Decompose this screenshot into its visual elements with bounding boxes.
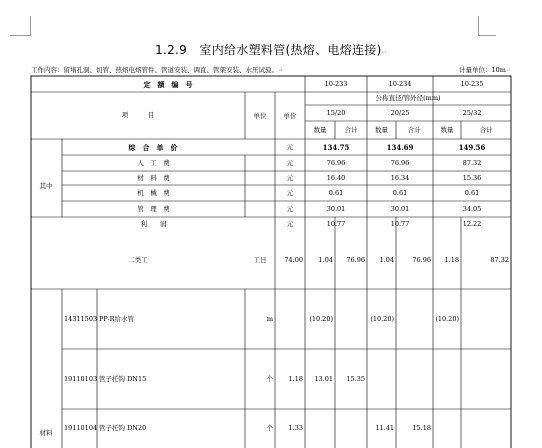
- qty-header-2: 数量: [375, 125, 388, 134]
- material-1-price: [275, 289, 305, 349]
- labor-cost-2: 76.96: [390, 158, 410, 167]
- diameter-3: 25/32: [462, 108, 482, 117]
- quota-code-1: 10-233: [324, 79, 348, 88]
- profit-1: 10.77: [326, 219, 346, 228]
- labor-cost-unit: 元: [286, 158, 294, 167]
- material-2-code: 19110103: [64, 374, 98, 383]
- price-column-header: 单价: [283, 112, 297, 120]
- measurement-unit: 计量单位：10m↵: [459, 66, 511, 74]
- material-1-qty-3: (10.20): [435, 314, 459, 323]
- composite-price-label: 综 合 单 价: [128, 142, 178, 152]
- quota-number-label: 定 额 编 号: [143, 79, 193, 89]
- material-1-qty-2: (10.20): [370, 314, 394, 323]
- diameter-1: 15/20: [326, 108, 346, 117]
- material-1-qty-1: (10.20): [309, 314, 333, 323]
- material-cost-2: 16.34: [390, 173, 410, 182]
- material-3-total-2: 15.18: [412, 424, 431, 432]
- material-3-code: 19110104: [64, 424, 98, 432]
- total-header-1: 合计: [344, 125, 358, 134]
- composite-value-1: 134.75: [322, 142, 350, 152]
- material-2-qty-1: 13.01: [314, 374, 333, 383]
- material-2-name: 管子托钩 DN15: [99, 374, 147, 383]
- material-1-name: PP-R给水管: [99, 314, 134, 323]
- labor-cost-label: 人 工 费: [137, 158, 170, 167]
- profit-label: 利 润: [140, 219, 167, 228]
- labor-row-qty-2: 1.04: [379, 255, 394, 264]
- labor-row-qty-1: 1.04: [318, 255, 333, 264]
- composite-unit: 元: [286, 142, 294, 151]
- qty-header-1: 数量: [313, 125, 327, 134]
- material-2-unit: 个: [266, 374, 273, 383]
- material-cost-unit: 元: [286, 173, 294, 182]
- diameter-header: 公称直径/管外径(mm): [375, 94, 441, 102]
- profit-3: 12.22: [462, 219, 482, 228]
- material-cost-3: 15.36: [462, 173, 482, 182]
- material-2-price: 1.18: [288, 374, 303, 383]
- management-cost-1: 30.01: [326, 204, 346, 213]
- machine-cost-unit: 元: [286, 188, 294, 197]
- labor-row-qty-3: 1.18: [444, 255, 459, 264]
- material-3-name: 管子托钩 DN20: [99, 424, 147, 432]
- labor-row-label: 二类工: [128, 255, 148, 264]
- labor-cost-1: 76.96: [326, 158, 346, 167]
- material-1-code: 14311503: [64, 314, 98, 323]
- management-cost-unit: 元: [286, 204, 294, 213]
- labor-row-total-2: 76.96: [412, 255, 431, 264]
- material-1-unit: m: [266, 314, 273, 323]
- total-header-2: 合计: [408, 125, 421, 134]
- material-section-label: 材料: [39, 429, 53, 437]
- unit-column-header: 单位: [253, 112, 267, 120]
- machine-cost-1: 0.61: [328, 188, 344, 197]
- composite-value-2: 134.69: [386, 142, 414, 152]
- of-which-label: 其中: [39, 182, 53, 190]
- quota-code-2: 10-234: [388, 79, 412, 88]
- management-cost-2: 30.01: [390, 204, 410, 213]
- labor-cost-3: 87.32: [462, 158, 482, 167]
- machine-cost-2: 0.61: [392, 188, 408, 197]
- material-3-price: 1.33: [288, 424, 303, 432]
- work-content: 工作内容：留堵孔洞、切管、热熔电熔管件、管道安装、调直、管架安装、水压试验。: [31, 66, 278, 74]
- labor-row-total-3: 87.32: [490, 255, 509, 264]
- quota-code-3: 10-235: [460, 79, 484, 88]
- diameter-2: 20/25: [390, 108, 410, 117]
- total-header-3: 合计: [479, 125, 493, 134]
- item-label: 项 目: [121, 111, 155, 119]
- section-title: 1.2.9 室内给水塑料管(热熔、电熔连接)↵: [155, 43, 387, 57]
- management-cost-label: 管 理 费: [137, 204, 170, 213]
- profit-2: 10.77: [390, 219, 410, 228]
- management-cost-3: 34.05: [462, 204, 482, 213]
- labor-row-unit: 工日: [253, 255, 267, 264]
- labor-row-total-1: 76.96: [346, 255, 365, 264]
- material-3-unit: 个: [266, 424, 273, 432]
- material-3-qty-2: 11.41: [375, 424, 394, 432]
- profit-unit: 元: [286, 219, 294, 228]
- labor-row-price: 74.00: [284, 255, 303, 264]
- material-cost-label: 材 料 费: [137, 173, 170, 182]
- work-content-line: 工作内容：留堵孔洞、切管、热熔电熔管件、管道安装、调直、管架安装、水压试验。↵ 计量单位：10m↵: [31, 66, 511, 74]
- material-2-total-1: 15.35: [346, 374, 365, 383]
- machine-cost-3: 0.61: [464, 188, 480, 197]
- material-cost-1: 16.40: [326, 173, 346, 182]
- composite-value-3: 149.56: [458, 142, 486, 152]
- qty-header-3: 数量: [440, 125, 454, 134]
- machine-cost-label: 机 械 费: [137, 188, 170, 197]
